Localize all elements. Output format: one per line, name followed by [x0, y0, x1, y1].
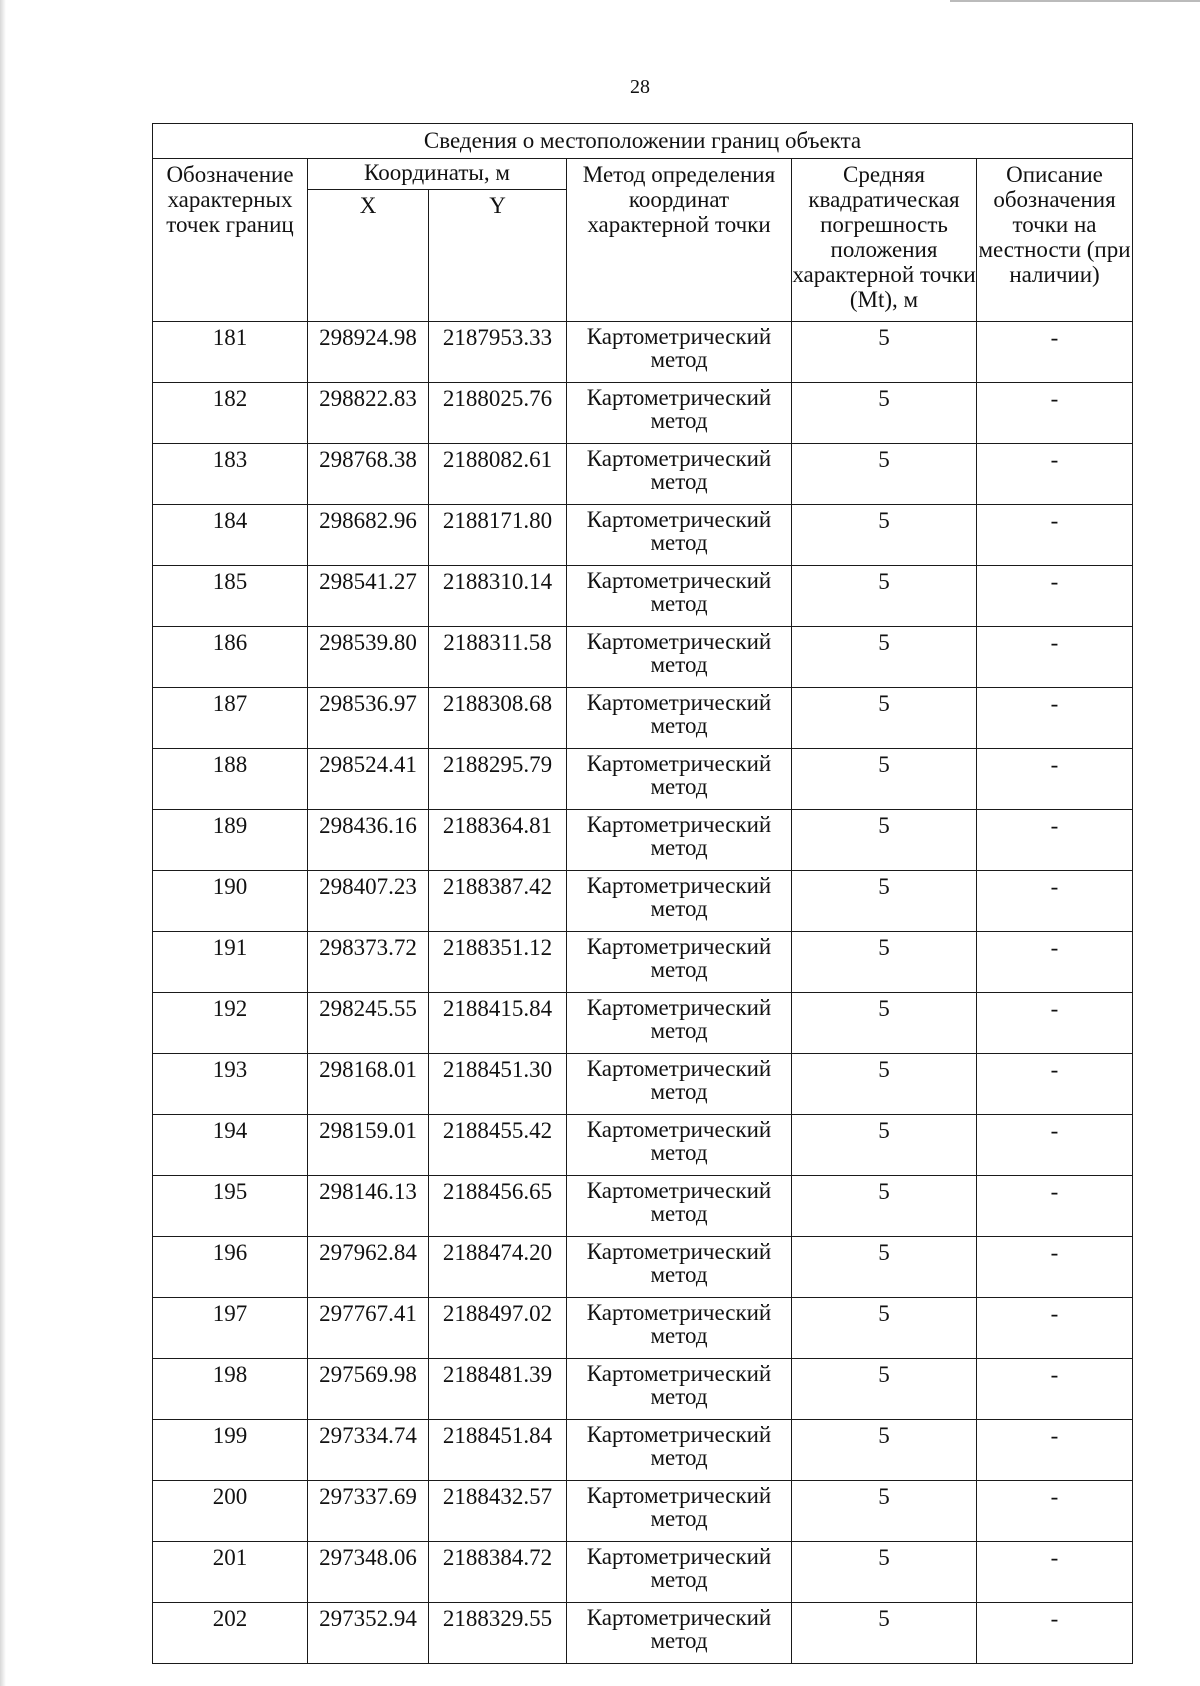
- cell-error: 5: [792, 1481, 977, 1542]
- table-row: [153, 932, 1133, 993]
- cell-method: Картометрический метод: [567, 505, 792, 566]
- cell-method: Картометрический метод: [567, 1176, 792, 1237]
- cell-method: Картометрический метод: [567, 1420, 792, 1481]
- header-coords: Координаты, м: [308, 159, 567, 190]
- cell-error: 5: [792, 1359, 977, 1420]
- cell-method: Картометрический метод: [567, 383, 792, 444]
- header-method: Метод определения координат характерной точки: [567, 159, 792, 322]
- table-row: [153, 1359, 1133, 1420]
- cell-y: 2188364.81: [429, 810, 567, 871]
- cell-description: -: [977, 383, 1133, 444]
- table-row: [153, 688, 1133, 749]
- cell-description: -: [977, 1115, 1133, 1176]
- cell-error: 5: [792, 444, 977, 505]
- cell-y: 2188456.65: [429, 1176, 567, 1237]
- table-row: [153, 871, 1133, 932]
- cell-x: 298682.96: [308, 505, 429, 566]
- cell-method: Картометрический метод: [567, 932, 792, 993]
- cell-description: -: [977, 1542, 1133, 1603]
- table-row: [153, 627, 1133, 688]
- cell-point: 194: [153, 1115, 308, 1176]
- cell-point: 185: [153, 566, 308, 627]
- cell-y: 2187953.33: [429, 322, 567, 383]
- cell-point: 190: [153, 871, 308, 932]
- cell-y: 2188474.20: [429, 1237, 567, 1298]
- cell-x: 298245.55: [308, 993, 429, 1054]
- cell-description: -: [977, 993, 1133, 1054]
- boundary-table: [152, 123, 1133, 1664]
- cell-description: -: [977, 871, 1133, 932]
- cell-point: 187: [153, 688, 308, 749]
- cell-y: 2188025.76: [429, 383, 567, 444]
- cell-description: -: [977, 1298, 1133, 1359]
- cell-error: 5: [792, 566, 977, 627]
- cell-description: -: [977, 505, 1133, 566]
- cell-x: 298539.80: [308, 627, 429, 688]
- cell-x: 298541.27: [308, 566, 429, 627]
- cell-y: 2188497.02: [429, 1298, 567, 1359]
- cell-method: Картометрический метод: [567, 749, 792, 810]
- cell-y: 2188311.58: [429, 627, 567, 688]
- cell-y: 2188295.79: [429, 749, 567, 810]
- cell-point: 191: [153, 932, 308, 993]
- table-row: [153, 749, 1133, 810]
- cell-y: 2188384.72: [429, 1542, 567, 1603]
- cell-error: 5: [792, 505, 977, 566]
- cell-x: 297569.98: [308, 1359, 429, 1420]
- cell-error: 5: [792, 383, 977, 444]
- cell-x: 298768.38: [308, 444, 429, 505]
- cell-y: 2188310.14: [429, 566, 567, 627]
- cell-point: 181: [153, 322, 308, 383]
- cell-error: 5: [792, 1603, 977, 1664]
- cell-x: 298822.83: [308, 383, 429, 444]
- cell-x: 298436.16: [308, 810, 429, 871]
- cell-point: 192: [153, 993, 308, 1054]
- table-title: Сведения о местоположении границ объекта: [153, 124, 1133, 159]
- cell-x: 298407.23: [308, 871, 429, 932]
- scan-top-line: [950, 0, 1200, 2]
- cell-error: 5: [792, 1298, 977, 1359]
- table-row: [153, 444, 1133, 505]
- scan-edge: [0, 0, 6, 1686]
- cell-x: 298924.98: [308, 322, 429, 383]
- cell-description: -: [977, 1420, 1133, 1481]
- cell-point: 186: [153, 627, 308, 688]
- cell-method: Картометрический метод: [567, 871, 792, 932]
- cell-error: 5: [792, 749, 977, 810]
- cell-method: Картометрический метод: [567, 810, 792, 871]
- cell-point: 200: [153, 1481, 308, 1542]
- cell-method: Картометрический метод: [567, 1481, 792, 1542]
- cell-method: Картометрический метод: [567, 688, 792, 749]
- cell-description: -: [977, 749, 1133, 810]
- cell-description: -: [977, 1481, 1133, 1542]
- table-row: [153, 1481, 1133, 1542]
- cell-y: 2188082.61: [429, 444, 567, 505]
- table-row: [153, 1054, 1133, 1115]
- cell-error: 5: [792, 1542, 977, 1603]
- table-row: [153, 1542, 1133, 1603]
- cell-method: Картометрический метод: [567, 993, 792, 1054]
- table-header: [153, 124, 1133, 322]
- table-row: [153, 505, 1133, 566]
- cell-description: -: [977, 932, 1133, 993]
- cell-method: Картометрический метод: [567, 1603, 792, 1664]
- cell-y: 2188351.12: [429, 932, 567, 993]
- cell-y: 2188451.84: [429, 1420, 567, 1481]
- cell-method: Картометрический метод: [567, 1054, 792, 1115]
- cell-point: 196: [153, 1237, 308, 1298]
- cell-method: Картометрический метод: [567, 444, 792, 505]
- cell-error: 5: [792, 1237, 977, 1298]
- cell-y: 2188171.80: [429, 505, 567, 566]
- cell-point: 195: [153, 1176, 308, 1237]
- cell-error: 5: [792, 871, 977, 932]
- cell-x: 297352.94: [308, 1603, 429, 1664]
- header-error: Средняя квадратическая погрешность положения характерной точки (Mt), м: [792, 159, 977, 322]
- cell-method: Картометрический метод: [567, 1115, 792, 1176]
- cell-method: Картометрический метод: [567, 1359, 792, 1420]
- cell-point: 182: [153, 383, 308, 444]
- table-row: [153, 1176, 1133, 1237]
- table-body: [153, 322, 1133, 1664]
- cell-error: 5: [792, 993, 977, 1054]
- cell-method: Картометрический метод: [567, 1237, 792, 1298]
- table-row: [153, 1420, 1133, 1481]
- cell-error: 5: [792, 1115, 977, 1176]
- table-row: [153, 1298, 1133, 1359]
- cell-point: 189: [153, 810, 308, 871]
- cell-y: 2188481.39: [429, 1359, 567, 1420]
- table-row: [153, 1237, 1133, 1298]
- cell-point: 198: [153, 1359, 308, 1420]
- table-row: [153, 1603, 1133, 1664]
- cell-x: 298373.72: [308, 932, 429, 993]
- table-row: [153, 993, 1133, 1054]
- cell-point: 197: [153, 1298, 308, 1359]
- cell-description: -: [977, 1603, 1133, 1664]
- header-x: X: [308, 190, 429, 322]
- cell-method: Картометрический метод: [567, 1298, 792, 1359]
- table-row: [153, 1115, 1133, 1176]
- header-y: Y: [429, 190, 567, 322]
- cell-error: 5: [792, 1420, 977, 1481]
- cell-method: Картометрический метод: [567, 322, 792, 383]
- cell-y: 2188329.55: [429, 1603, 567, 1664]
- cell-y: 2188451.30: [429, 1054, 567, 1115]
- cell-error: 5: [792, 688, 977, 749]
- cell-description: -: [977, 1237, 1133, 1298]
- page-number: 28: [630, 76, 650, 98]
- header-description: Описание обозначения точки на местности (при наличии): [977, 159, 1133, 322]
- cell-error: 5: [792, 627, 977, 688]
- cell-x: 298159.01: [308, 1115, 429, 1176]
- cell-x: 297767.41: [308, 1298, 429, 1359]
- cell-description: -: [977, 627, 1133, 688]
- cell-description: -: [977, 322, 1133, 383]
- cell-method: Картометрический метод: [567, 1542, 792, 1603]
- cell-description: -: [977, 1359, 1133, 1420]
- cell-description: -: [977, 566, 1133, 627]
- cell-point: 201: [153, 1542, 308, 1603]
- cell-x: 298146.13: [308, 1176, 429, 1237]
- cell-point: 193: [153, 1054, 308, 1115]
- cell-error: 5: [792, 322, 977, 383]
- cell-x: 297962.84: [308, 1237, 429, 1298]
- cell-x: 298524.41: [308, 749, 429, 810]
- table-row: [153, 322, 1133, 383]
- cell-y: 2188387.42: [429, 871, 567, 932]
- cell-error: 5: [792, 1176, 977, 1237]
- table-row: [153, 810, 1133, 871]
- cell-point: 202: [153, 1603, 308, 1664]
- cell-x: 298536.97: [308, 688, 429, 749]
- cell-x: 297348.06: [308, 1542, 429, 1603]
- cell-point: 183: [153, 444, 308, 505]
- cell-y: 2188432.57: [429, 1481, 567, 1542]
- cell-description: -: [977, 688, 1133, 749]
- table-row: [153, 383, 1133, 444]
- cell-y: 2188308.68: [429, 688, 567, 749]
- cell-description: -: [977, 1054, 1133, 1115]
- cell-point: 199: [153, 1420, 308, 1481]
- cell-method: Картометрический метод: [567, 627, 792, 688]
- cell-error: 5: [792, 1054, 977, 1115]
- header-point: Обозначение характерных точек границ: [153, 159, 308, 322]
- table-row: [153, 566, 1133, 627]
- cell-y: 2188415.84: [429, 993, 567, 1054]
- cell-y: 2188455.42: [429, 1115, 567, 1176]
- cell-description: -: [977, 444, 1133, 505]
- cell-point: 184: [153, 505, 308, 566]
- cell-error: 5: [792, 932, 977, 993]
- cell-description: -: [977, 1176, 1133, 1237]
- cell-x: 297337.69: [308, 1481, 429, 1542]
- cell-error: 5: [792, 810, 977, 871]
- cell-description: -: [977, 810, 1133, 871]
- cell-point: 188: [153, 749, 308, 810]
- cell-method: Картометрический метод: [567, 566, 792, 627]
- cell-x: 298168.01: [308, 1054, 429, 1115]
- cell-x: 297334.74: [308, 1420, 429, 1481]
